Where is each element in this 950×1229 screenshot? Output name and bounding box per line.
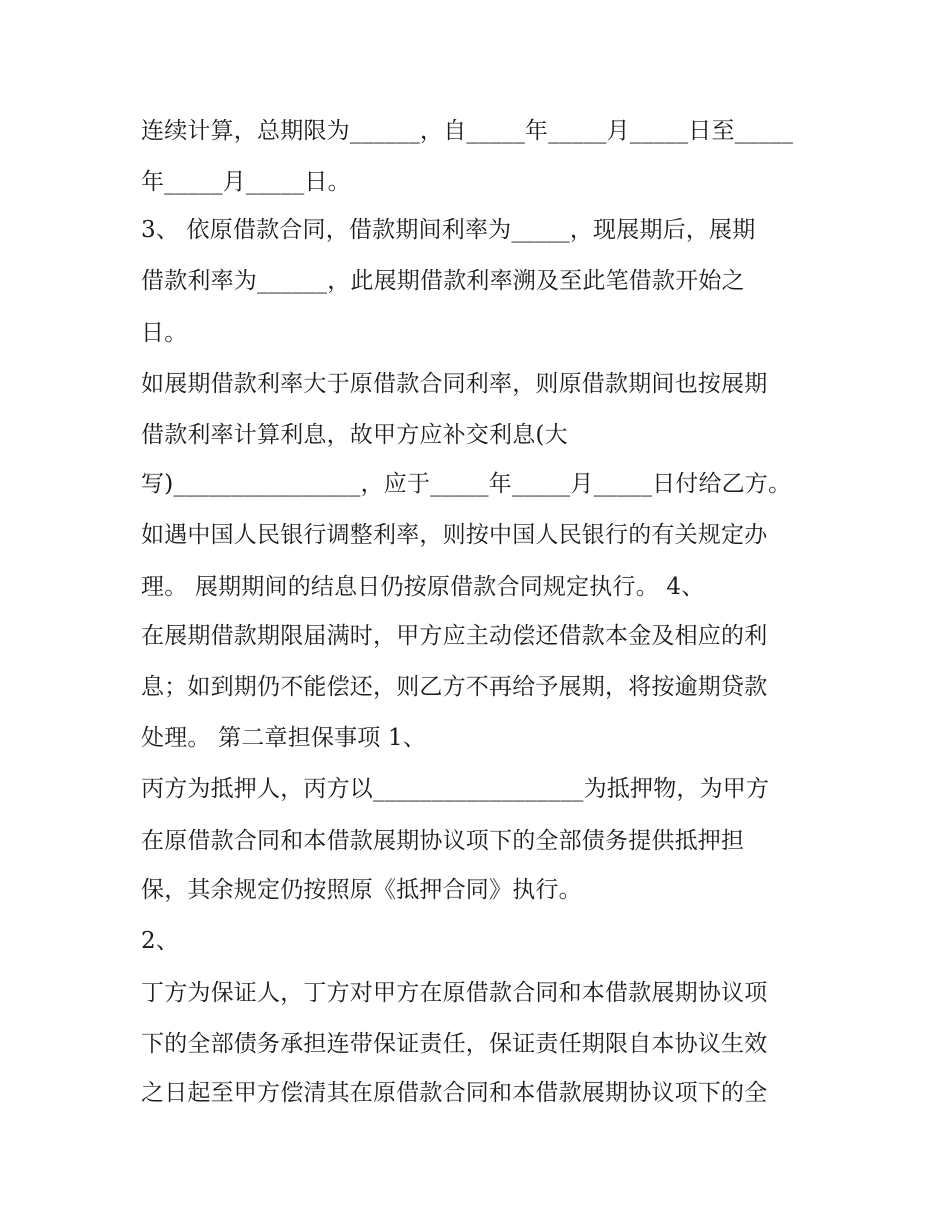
text-line-14: 丙方为抵押人，丙方以__________________为抵押物，为甲方 [141,776,770,802]
text-line-7: 借款利率计算利息，故甲方应补交利息(大 [141,422,568,448]
text-line-8: 写)________________，应于_____年_____月_____日付给乙方。 [141,471,792,497]
text-line-15: 在原借款合同和本借款展期协议项下的全部债务提供抵押担 [141,828,745,854]
text-line-5: 日。 [141,320,188,346]
text-line-19: 下的全部债务承担连带保证责任，保证责任期限自本协议生效 [141,1031,768,1057]
text-line-13: 处理。 第二章担保事项 1、 [141,725,427,751]
text-line-16: 保，其余规定仍按照原《抵押合同》执行。 [141,877,582,903]
text-line-2: 年_____月_____日。 [141,169,351,195]
text-line-17: 2、 [141,928,180,954]
text-line-20: 之日起至甲方偿清其在原借款合同和本借款展期协议项下的全 [141,1080,768,1106]
text-line-18: 丁方为保证人，丁方对甲方在原借款合同和本借款展期协议项 [141,980,768,1006]
text-line-9: 如遇中国人民银行调整利率，则按中国人民银行的有关规定办 [141,522,768,548]
text-line-10: 理。 展期期间的结息日仍按原借款合同规定执行。 4、 [141,574,705,600]
text-line-1: 连续计算，总期限为______，自_____年_____月_____日至_____ [141,118,794,144]
text-line-12: 息；如到期仍不能偿还，则乙方不再给予展期，将按逾期贷款 [141,674,768,700]
text-line-6: 如展期借款利率大于原借款合同利率，则原借款期间也按展期 [141,371,768,397]
text-line-3: 3、 依原借款合同，借款期间利率为_____，现展期后，展期 [141,217,756,243]
text-line-4: 借款利率为______，此展期借款利率溯及至此笔借款开始之 [141,268,745,294]
text-line-11: 在展期借款期限届满时，甲方应主动偿还借款本金及相应的利 [141,623,768,649]
